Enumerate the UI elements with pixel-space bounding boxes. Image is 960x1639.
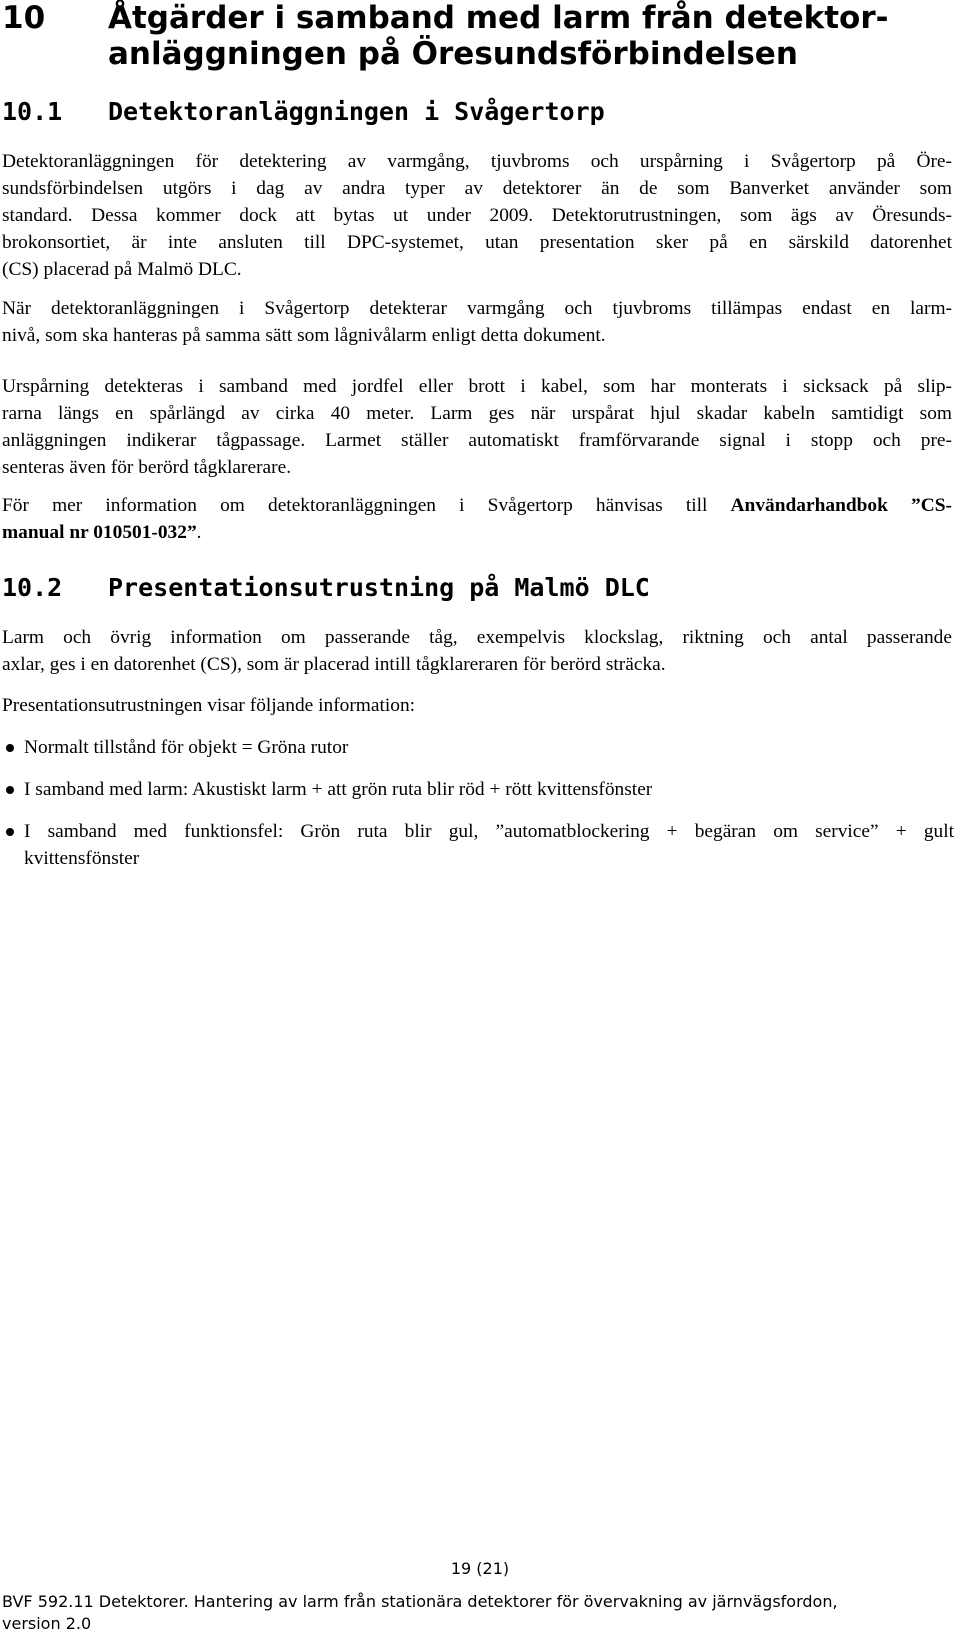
sentence-end: . bbox=[196, 522, 202, 543]
page-number: 19 (21) bbox=[450, 1559, 510, 1578]
text-line: Normalt tillstånd för objekt = Gröna rutor bbox=[24, 737, 349, 758]
chapter-title-line: Åtgärder i samband med larm från detektor- bbox=[108, 0, 889, 36]
text-line: anläggningen indikerar tågpassage. Larmet ställer automatiskt framförvarande signal i stopp och pre- bbox=[2, 430, 952, 451]
manual-reference: Användarhandbok ”CS- bbox=[730, 495, 952, 516]
text-line: (CS) placerad på Malmö DLC. bbox=[2, 259, 242, 280]
paragraph bbox=[2, 373, 952, 481]
text-line: rarna längs en spårlängd av cirka 40 meter. Larm ges när urspårat hjul skadar kabeln samtidigt som bbox=[2, 403, 952, 424]
paragraph bbox=[2, 295, 952, 349]
chapter-title bbox=[108, 0, 958, 72]
bullet-icon bbox=[6, 786, 14, 794]
paragraph-reference bbox=[2, 492, 952, 546]
text-line: sundsförbindelsen utgörs i dag av andra typer av detektorer än de som Banverket använder som bbox=[2, 178, 952, 199]
text-line: Detektoranläggningen för detektering av varmgång, tjuvbroms och urspårning i Svågertorp på Öre- bbox=[2, 151, 952, 172]
list-item-text bbox=[24, 734, 954, 761]
page-footer bbox=[2, 1591, 957, 1635]
text-line bbox=[2, 519, 952, 546]
list-item-text bbox=[24, 818, 954, 872]
text-line: brokonsortiet, är inte ansluten till DPC-systemet, utan presentation sker på en särskild datorenhet bbox=[2, 232, 952, 253]
section-title: Presentationsutrustning på Malmö DLC bbox=[108, 573, 650, 602]
paragraph bbox=[2, 692, 952, 719]
text-line: senteras även för berörd tågklarerare. bbox=[2, 457, 292, 478]
manual-reference: manual nr 010501-032” bbox=[2, 522, 197, 543]
paragraph bbox=[2, 148, 952, 283]
text-line: Urspårning detekteras i samband med jordfel eller brott i kabel, som har monterats i sicksack på slip- bbox=[2, 376, 952, 397]
bullet-icon bbox=[6, 828, 14, 836]
bullet-icon bbox=[6, 744, 14, 752]
text-line: kvittensfönster bbox=[24, 848, 140, 869]
paragraph bbox=[2, 624, 952, 678]
text-line: Presentationsutrustningen visar följande information: bbox=[2, 695, 416, 716]
text-line: I samband med funktionsfel: Grön ruta blir gul, ”automatblockering + begäran om service” + gult bbox=[24, 821, 954, 842]
reference-intro: För mer information om detektoranläggningen i Svågertorp hänvisas till bbox=[2, 495, 731, 516]
section-number: 10.1 bbox=[2, 97, 63, 126]
section-title: Detektoranläggningen i Svågertorp bbox=[108, 97, 605, 126]
list-item-text bbox=[24, 776, 954, 803]
footer-line: version 2.0 bbox=[2, 1614, 92, 1633]
text-line: Larm och övrig information om passerande tåg, exempelvis klockslag, riktning och antal passerande bbox=[2, 627, 952, 648]
text-line: axlar, ges i en datorenhet (CS), som är placerad intill tågklareraren för berörd sträcka. bbox=[2, 654, 666, 675]
text-line: nivå, som ska hanteras på samma sätt som lågnivålarm enligt detta dokument. bbox=[2, 325, 606, 346]
text-line: standard. Dessa kommer dock att bytas ut under 2009. Detektorutrustningen, som ägs av Öresunds- bbox=[2, 205, 952, 226]
chapter-title-line: anläggningen på Öresundsförbindelsen bbox=[108, 36, 798, 72]
text-line: När detektoranläggningen i Svågertorp detekterar varmgång och tjuvbroms tillämpas endast en larm- bbox=[2, 298, 952, 319]
text-line bbox=[2, 492, 952, 519]
chapter-number: 10 bbox=[2, 0, 46, 36]
section-number: 10.2 bbox=[2, 573, 63, 602]
footer-line: BVF 592.11 Detektorer. Hantering av larm från stationära detektorer för övervakning av järnvägsfordon, bbox=[2, 1592, 838, 1611]
text-line: I samband med larm: Akustiskt larm + att grön ruta blir röd + rött kvittensfönster bbox=[24, 779, 653, 800]
